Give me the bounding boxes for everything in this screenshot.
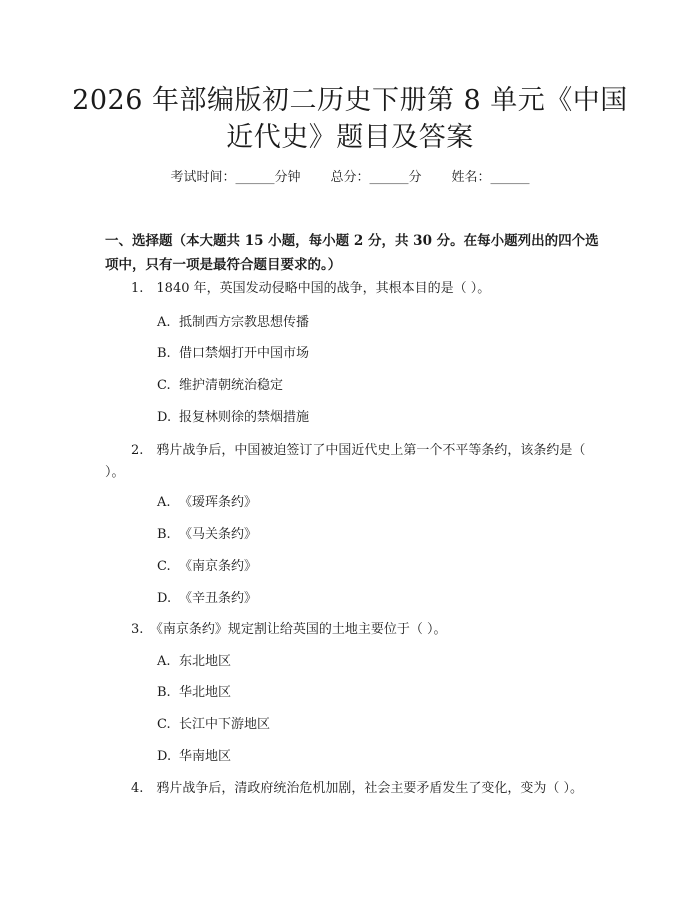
option-letter: D. (157, 591, 172, 606)
option-letter: C. (157, 717, 171, 732)
answer-option (157, 684, 597, 702)
option-text: 报复林则徐的禁烟措施 (179, 410, 310, 425)
answer-option (157, 558, 597, 576)
answer-option (157, 526, 597, 544)
answer-option (157, 716, 597, 734)
exam-meta (0, 169, 700, 187)
option-text: 《辛丑条约》 (179, 591, 258, 606)
student-name: 姓名：______ (451, 170, 530, 185)
option-text: 《瑷珲条约》 (179, 495, 258, 510)
option-letter: A. (157, 654, 171, 669)
option-letter: D. (157, 749, 172, 764)
exam-total-score: 总分：______分 (330, 170, 422, 185)
answer-option (157, 590, 597, 608)
answer-option (157, 314, 597, 332)
answer-option (157, 377, 597, 395)
option-text: 长江中下游地区 (179, 717, 271, 732)
question-stem: 1. 1840 年，英国发动侵略中国的战争，其根本目的是（ ）。 (131, 281, 491, 296)
option-letter: D. (157, 410, 172, 425)
answer-option (157, 748, 597, 766)
option-letter: B. (157, 346, 171, 361)
question-stem: 3. 《南京条约》规定割让给英国的土地主要位于（ ）。 (131, 622, 447, 637)
option-letter: B. (157, 685, 171, 700)
option-letter: C. (157, 378, 171, 393)
option-text: 华北地区 (179, 685, 232, 700)
answer-option (157, 653, 597, 671)
option-letter: A. (157, 315, 171, 330)
option-text: 《南京条约》 (179, 559, 258, 574)
option-text: 维护清朝统治稳定 (179, 378, 284, 393)
option-letter: A. (157, 495, 171, 510)
option-text: 抵制西方宗教思想传播 (179, 315, 310, 330)
document-title: 2026 年部编版初二历史下册第 8 单元《中国近代史》题目及答案 (72, 85, 628, 153)
option-letter: B. (157, 527, 171, 542)
answer-option (157, 345, 597, 363)
question-stem: 4. 鸦片战争后，清政府统治危机加剧，社会主要矛盾发生了变化，变为（ ）。 (131, 781, 584, 796)
section-heading: 一、选择题（本大题共 15 小题，每小题 2 分，共 30 分。在每小题列出的四个选项中，只有一项是最符合题目要求的。） (105, 233, 599, 273)
answer-option (157, 494, 597, 512)
option-text: 华南地区 (179, 749, 232, 764)
option-text: 借口禁烟打开中国市场 (179, 346, 310, 361)
exam-time: 考试时间：______分钟 (170, 170, 301, 185)
answer-option (157, 409, 597, 427)
question-stem: 2. 鸦片战争后，中国被迫签订了中国近代史上第一个不平等条约，该条约是（ ）。 (105, 443, 586, 480)
option-text: 《马关条约》 (179, 527, 258, 542)
option-letter: C. (157, 559, 171, 574)
option-text: 东北地区 (179, 654, 232, 669)
